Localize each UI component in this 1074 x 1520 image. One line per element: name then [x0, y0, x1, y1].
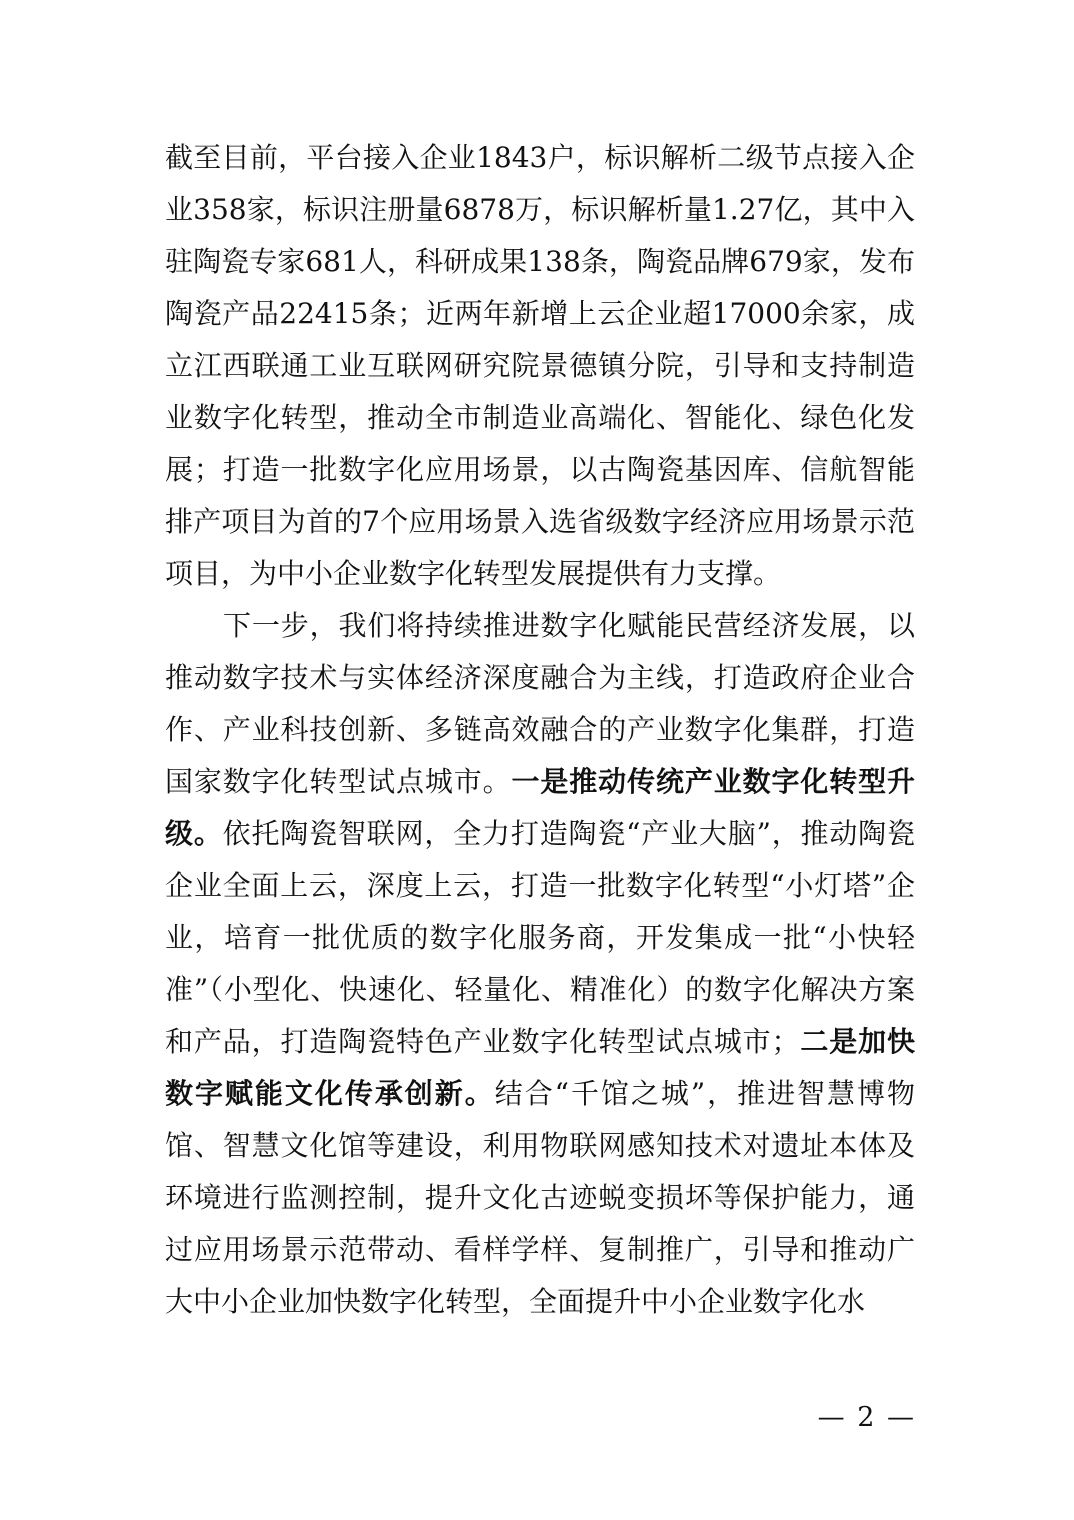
body-text [165, 132, 915, 1328]
next-steps-intro: 下一步，我们将持续推进数字化赋能民营经济发展，以推动数字技术与实体经济深度融合为主线，打造政府企业合作、产业科技创新、多链高效融合的产业数字化集群，打造国家数字化转型试点城市。 [165, 609, 915, 798]
page-number: — 2 — [817, 1402, 916, 1433]
paragraph-next-steps [165, 600, 915, 1328]
statistics-text: 截至目前，平台接入企业1843户，标识解析二级节点接入企业358家，标识注册量6878万，标识解析量1.27亿，其中入驻陶瓷专家681人，科研成果138条，陶瓷品牌679家，发布陶瓷产品22415条；近两年新增上云企业超17000余家，成立江西联通工业互联网研究院景德镇分院，引导和支持制造业数字化转型，推动全市制造业高端化、智能化、绿色化发展；打造一批数字化应用场景，以古陶瓷基因库、信航智能排产项目为首的7个应用场景入选省级数字经济应用场景示范项目，为中小企业数字化转型发展提供有力支撑。 [165, 141, 915, 590]
point-two-heading: 二是加快数字赋能文化传承创新。 [165, 1025, 915, 1110]
point-one-text: 依托陶瓷智联网，全力打造陶瓷“产业大脑”，推动陶瓷企业全面上云，深度上云，打造一批数字化转型“小灯塔”企业，培育一批优质的数字化服务商，开发集成一批“小快轻准”（小型化、快速化、轻量化、精准化）的数字化解决方案和产品，打造陶瓷特色产业数字化转型试点城市； [165, 817, 915, 1058]
point-one-heading: 一是推动传统产业数字化转型升级。 [165, 765, 915, 850]
paragraph-statistics [165, 132, 915, 600]
point-two-text: 结合“千馆之城”，推进智慧博物馆、智慧文化馆等建设，利用物联网感知技术对遗址本体及环境进行监测控制，提升文化古迹蜕变损坏等保护能力，通过应用场景示范带动、看样学样、复制推广，引导和推动广大中小企业加快数字化转型，全面提升中小企业数字化水 [165, 1077, 915, 1318]
